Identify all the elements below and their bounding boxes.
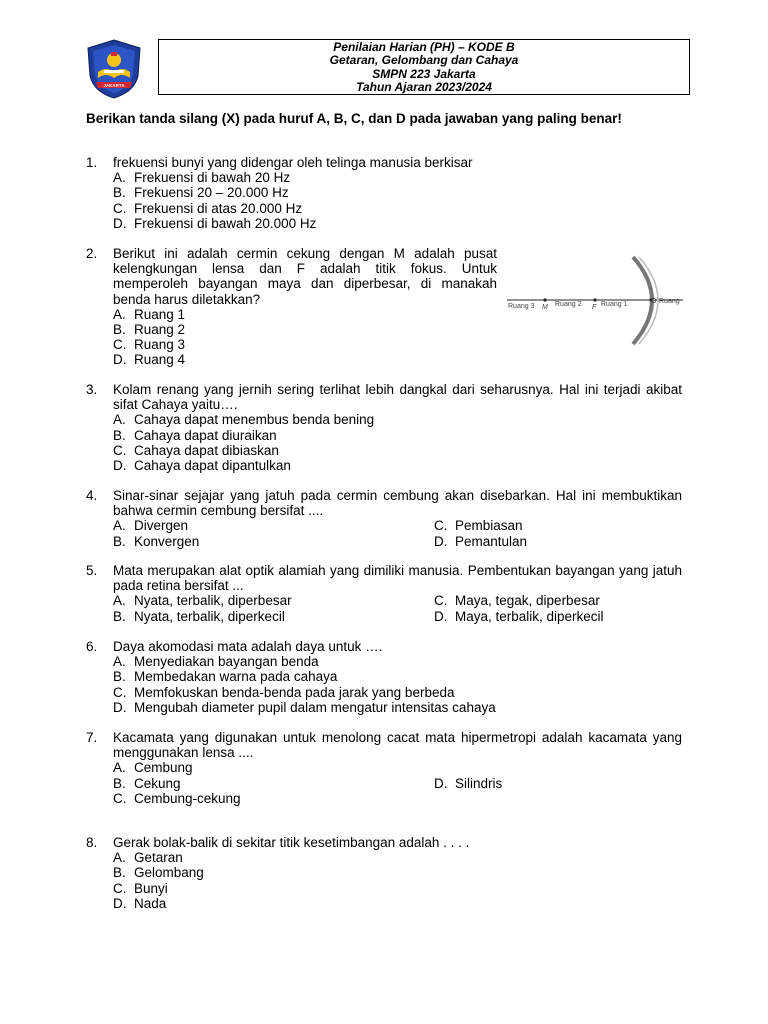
question-number: 6.: [86, 639, 98, 654]
question-number: 5.: [86, 563, 98, 578]
logo-text: JAKARTA: [103, 83, 125, 88]
label-ruang: Ruang: [659, 298, 680, 305]
label-ruang-2: Ruang 2: [555, 301, 582, 308]
label-o: O: [651, 298, 657, 305]
label-m: M: [542, 304, 548, 311]
jakarta-logo-icon: [84, 38, 144, 100]
exam-header: [158, 39, 690, 95]
instruction: Berikan tanda silang (X) pada huruf A, B, C, dan D pada jawaban yang paling benar!: [86, 111, 622, 126]
label-ruang-3: Ruang 3: [508, 303, 535, 310]
concave-mirror-diagram: [505, 252, 695, 346]
exam-page: JAKARTA Penilaian Harian (PH) – KODE B Getaran, Gelombang dan Cahaya SMPN 223 Jakarta Tahun Ajaran 2023/2024 Berikan tanda silang (X) pada huruf A, B, C, dan D pada jawaban yang paling benar! 1. frekuensi bunyi yang didengar oleh telinga manusia berkisar A. Frekuensi di bawah 20 Hz B. Frekuensi 20 – 20.000 Hz C. Frekuensi di atas 20.000 Hz D. Frekuensi di bawah 20.000 Hz 2. Berikut ini adalah cermin cekung dengan M adalah pusat kelengkungan lensa dan F adalah titik fokus. Untuk memperoleh bayangan maya dan diperbesar, di manakah benda harus diletakkan? A. Ruang 1 B. Ruang 2 C. Ruang 3 D. Ruang 4 Ruang 3 M Ruang 2 F Ruang 1 O Ruang 3. Kolam renang yang jernih sering terlihat lebih dangkal dari seharusnya. Hal ini terjadi akibat sifat Cahaya yaitu…. A. Cahaya dapat menembus benda bening B. Cahaya dapat diuraikan C. Cahaya dapat dibiaskan D. Cahaya dapat dipantulkan 4. Sinar-sinar sejajar yang jatuh pada cermin cembung akan disebarkan. Hal ini membuktikan bahwa cermin cembung bersifat .... A. Divergen C. Pembiasan B. Konvergen D. Pemantulan 5. Mata merupakan alat optik alamiah yang dimiliki manusia. Pembentukan bayangan yang jatuh pada retina bersifat ... A. Nyata, terbalik, diperbesar C. Maya, tegak, diperbesar B. Nyata, terbalik, diperkecil D. Maya, terbalik, diperkecil 6. Daya akomodasi mata adalah daya untuk …. A. Menyediakan bayangan benda B. Membedakan warna pada cahaya C. Memfokuskan benda-benda pada jarak yang berbeda D. Mengubah diameter pupil dalam mengatur intensitas cahaya 7. Kacamata yang digunakan untuk menolong cacat mata hipermetropi adalah kacamata yang menggunakan lensa .... A. Cembung B. Cekung D. Silindris C. Cembung-cekung 8. Gerak bolak-balik di sekitar titik kesetimbangan adalah . . . . A. Getaran B. Gelombang C. Bunyi D. Nada: [0, 0, 768, 1024]
label-f: F: [592, 304, 597, 311]
header-year: Tahun Ajaran 2023/2024: [356, 80, 492, 95]
question-stem: frekuensi bunyi yang didengar oleh telinga manusia berkisar: [113, 155, 473, 170]
question-stem: Mata merupakan alat optik alamiah yang dimiliki manusia. Pembentukan bayangan yang jatuh pada retina bersifat ...: [113, 563, 682, 594]
point-m: [543, 298, 546, 301]
question-number: 3.: [86, 382, 98, 397]
question-number: 8.: [86, 835, 98, 850]
question-number: 7.: [86, 730, 98, 745]
question-number: 4.: [86, 488, 98, 503]
question-number: 2.: [86, 246, 98, 261]
question-number: 1.: [86, 155, 98, 170]
question-stem: Kacamata yang digunakan untuk menolong cacat mata hipermetropi adalah kacamata yang menggunakan lensa ....: [113, 730, 682, 761]
header-school: SMPN 223 Jakarta: [372, 66, 476, 81]
label-ruang-1: Ruang 1: [601, 301, 628, 308]
question-stem: Kolam renang yang jernih sering terlihat lebih dangkal dari seharusnya. Hal ini terjadi akibat sifat Cahaya yaitu….: [113, 382, 682, 413]
question-stem: Sinar-sinar sejajar yang jatuh pada cermin cembung akan disebarkan. Hal ini membuktikan bahwa cermin cembung bersifat ....: [113, 488, 682, 519]
question-stem: Gerak bolak-balik di sekitar titik kesetimbangan adalah . . . .: [113, 835, 470, 850]
header-title: Penilaian Harian (PH) – KODE B: [333, 40, 515, 54]
question-stem: Berikut ini adalah cermin cekung dengan M adalah pusat kelengkungan lensa dan F adalah titik fokus. Untuk memperoleh bayangan maya dan diperbesar, di manakah benda harus diletakkan?: [113, 246, 497, 307]
question-stem: Daya akomodasi mata adalah daya untuk ….: [113, 639, 383, 654]
header-subject: Getaran, Gelombang dan Cahaya: [329, 53, 519, 68]
point-f: [593, 298, 596, 301]
